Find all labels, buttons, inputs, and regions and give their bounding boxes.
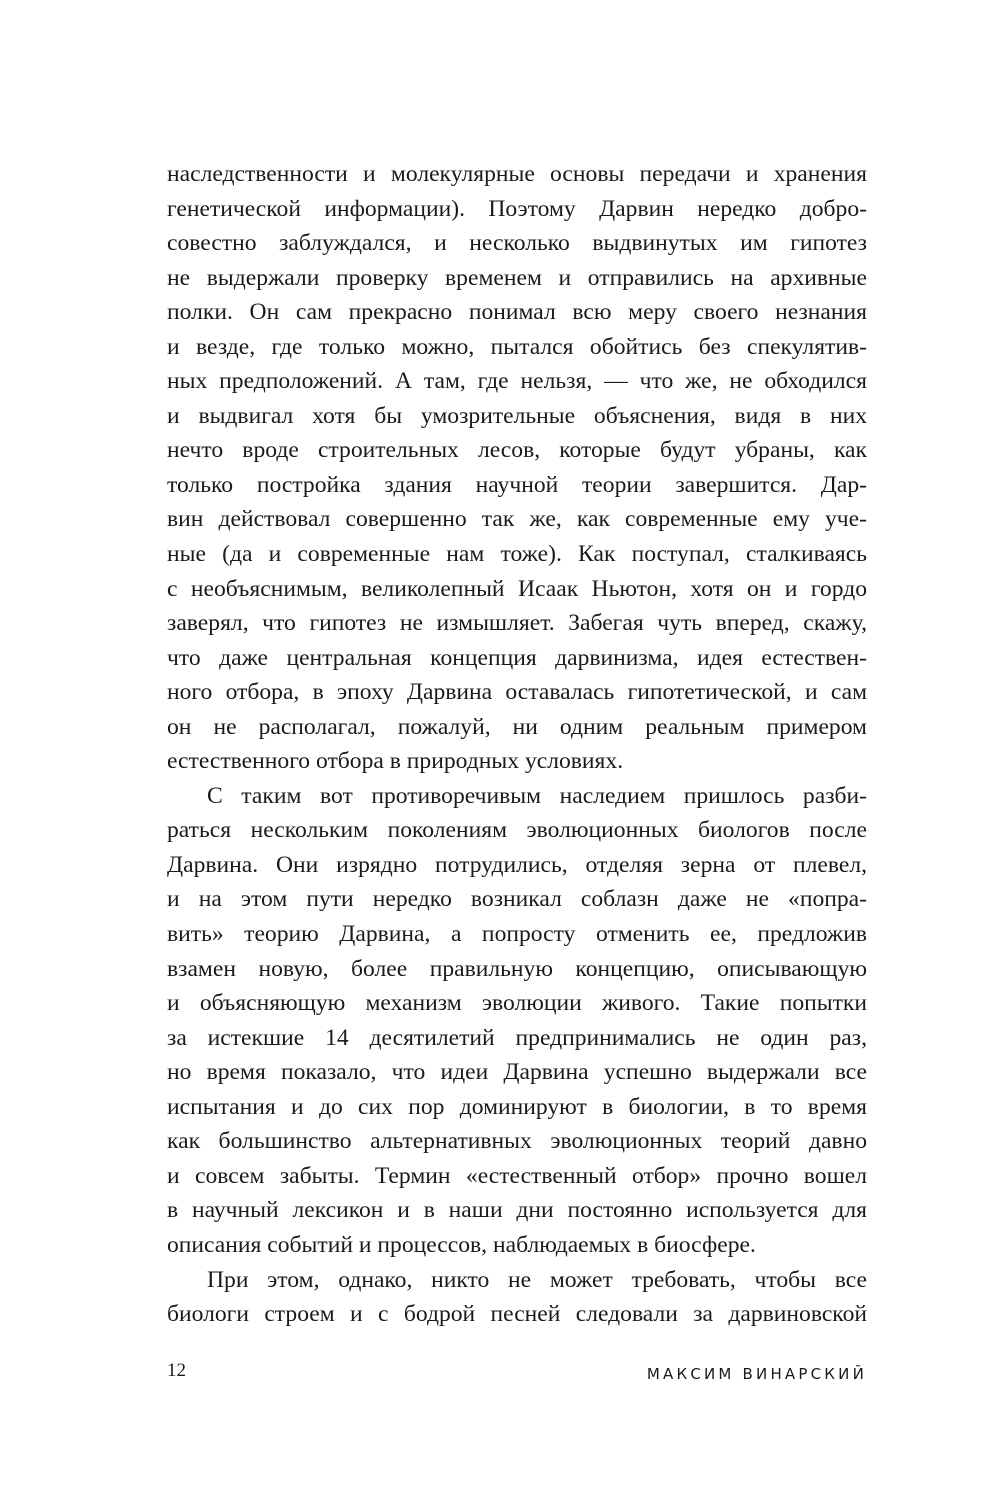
text-line: и везде, где только можно, пытался обойтись без спекулятив- xyxy=(167,333,867,360)
text-line: раться нескольким поколениям эволюционных биологов после xyxy=(167,817,867,844)
text-line: только постройка здания научной теории завершится. Дар- xyxy=(167,471,867,498)
text-line: полки. Он сам прекрасно понимал всю меру своего незнания xyxy=(167,299,867,326)
text-line: ного отбора, в эпоху Дарвина оставалась гипотетической, и сам xyxy=(167,679,867,706)
text-line: и на этом пути нередко возникал соблазн даже не «попра- xyxy=(167,886,867,913)
text-line: естественного отбора в природных условиях. xyxy=(167,748,624,775)
text-line: что даже центральная концепция дарвинизма, идея естествен- xyxy=(167,644,867,671)
paragraph xyxy=(167,779,867,1263)
text-line: испытания и до сих пор доминируют в биологии, в то время xyxy=(167,1093,867,1120)
text-line: и выдвигал хотя бы умозрительные объяснения, видя в них xyxy=(167,402,867,429)
text-line: взамен новую, более правильную концепцию, описывающую xyxy=(167,955,867,982)
text-line: генетической информации). Поэтому Дарвин нередко добро- xyxy=(167,195,867,222)
text-line: биологи строем и с бодрой песней следовали за дарвиновской xyxy=(167,1301,867,1328)
body-text xyxy=(167,157,867,1332)
text-line: ных предположений. А там, где нельзя, — что же, не обходился xyxy=(167,368,867,395)
page-number: 12 xyxy=(167,1360,186,1381)
text-line: не выдержали проверку временем и отправились на архивные xyxy=(167,264,867,291)
paragraph xyxy=(167,157,867,779)
text-line: ные (да и современные нам тоже). Как поступал, сталкиваясь xyxy=(167,541,867,568)
text-line: С таким вот противоречивым наследием пришлось разби- xyxy=(207,782,867,809)
text-line: нечто вроде строительных лесов, которые будут убраны, как xyxy=(167,437,867,464)
text-line: как большинство альтернативных эволюционных теорий давно xyxy=(167,1128,867,1155)
text-line: но время показало, что идеи Дарвина успешно выдержали все xyxy=(167,1059,867,1086)
text-line: и совсем забыты. Термин «естественный отбор» прочно вошел xyxy=(167,1162,867,1189)
text-line: вить» теорию Дарвина, а попросту отменить ее, предложив xyxy=(167,921,867,948)
text-line: При этом, однако, никто не может требовать, чтобы все xyxy=(207,1266,867,1293)
text-line: наследственности и молекулярные основы передачи и хранения xyxy=(167,161,867,187)
paragraph xyxy=(167,1263,867,1332)
text-line: и объясняющую механизм эволюции живого. Такие попытки xyxy=(167,990,867,1017)
text-line: с необъяснимым, великолепный Исаак Ньютон, хотя он и гордо xyxy=(167,575,867,602)
text-line: совестно заблуждался, и несколько выдвинутых им гипотез xyxy=(167,230,867,257)
text-line: он не располагал, пожалуй, ни одним реальным примером xyxy=(167,713,867,740)
text-line: Дарвина. Они изрядно потрудились, отделяя зерна от плевел, xyxy=(167,851,867,878)
text-line: описания событий и процессов, наблюдаемых в биосфере. xyxy=(167,1231,756,1258)
text-line: в научный лексикон и в наши дни постоянно используется для xyxy=(167,1197,867,1224)
running-footer-author: МАКСИМ ВИНАРСКИЙ xyxy=(646,1365,867,1383)
text-line: вин действовал совершенно так же, как современные ему уче- xyxy=(167,506,867,533)
text-line: за истекшие 14 десятилетий предпринимались не один раз, xyxy=(167,1024,867,1051)
text-line: заверял, что гипотез не измышляет. Забегая чуть вперед, скажу, xyxy=(167,610,867,637)
